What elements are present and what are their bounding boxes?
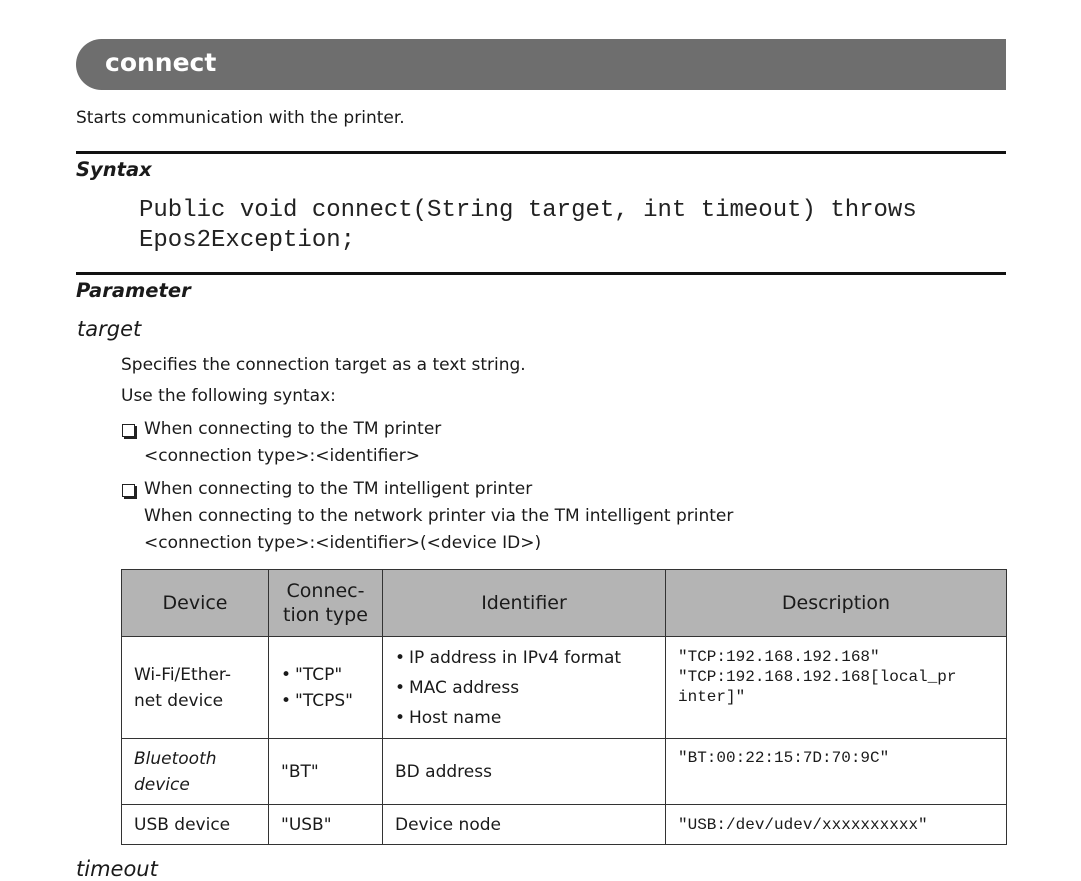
- identifier-cell: [383, 637, 666, 739]
- column-header: Identifier: [383, 570, 666, 637]
- param-description: Use the following syntax:: [121, 386, 336, 406]
- description-code: "BT:00:22:15:7D:70:9C": [678, 749, 890, 767]
- list-item-line: When connecting to the network printer via the TM intelligent printer: [144, 506, 734, 526]
- list-item-title: When connecting to the TM intelligent printer: [144, 479, 533, 499]
- device-cell: Wi-Fi/Ether- net device: [122, 637, 269, 739]
- table-header-row: [122, 570, 1007, 637]
- description-cell: [666, 805, 1007, 845]
- page-title: connect: [105, 48, 217, 77]
- checkbox-bullet-icon: [122, 484, 135, 497]
- column-header: Connec- tion type: [269, 570, 383, 637]
- intro-text: Starts communication with the printer.: [76, 108, 405, 128]
- list-item: • "TCPS": [295, 688, 370, 714]
- description-code: "USB:/dev/udev/xxxxxxxxxx": [678, 815, 928, 834]
- code-line: Public void connect(String target, int timeout) throws: [139, 197, 917, 224]
- divider: [76, 272, 1006, 275]
- list-item: • MAC address: [409, 673, 653, 703]
- identifier-cell: Device node: [383, 805, 666, 845]
- connection-table: [121, 569, 1007, 845]
- list-item: • IP address in IPv4 format: [409, 643, 653, 673]
- column-header: Device: [122, 570, 269, 637]
- list-item-title: When connecting to the TM printer: [144, 419, 442, 439]
- type-cell: "BT": [269, 739, 383, 805]
- type-cell: "USB": [269, 805, 383, 845]
- syntax-code: [139, 196, 917, 256]
- parameter-heading: Parameter: [76, 279, 191, 302]
- param-name: target: [77, 317, 142, 341]
- type-cell: [269, 637, 383, 739]
- description-code: "TCP:192.168.192.168" "TCP:192.168.192.168[local_pr inter]": [678, 648, 957, 706]
- table-row: [122, 637, 1007, 739]
- syntax-heading: Syntax: [76, 158, 152, 181]
- device-cell: Bluetooth device: [122, 739, 269, 805]
- description-cell: [666, 739, 1007, 805]
- checkbox-bullet-icon: [122, 424, 135, 437]
- param-description: Specifies the connection target as a text string.: [121, 355, 526, 375]
- list-item-line: <connection type>:<identifier>(<device ID>): [144, 533, 542, 553]
- next-param-name: timeout: [76, 857, 158, 881]
- divider: [76, 151, 1006, 154]
- list-item-line: <connection type>:<identifier>: [144, 446, 421, 466]
- list-item: • "TCP": [295, 662, 370, 688]
- column-header: Description: [666, 570, 1007, 637]
- title-banner: [76, 39, 1006, 90]
- table-row: [122, 805, 1007, 845]
- list-item: • Host name: [409, 703, 653, 733]
- code-line: Epos2Exception;: [139, 227, 356, 254]
- identifier-cell: BD address: [383, 739, 666, 805]
- description-cell: [666, 637, 1007, 739]
- device-cell: USB device: [122, 805, 269, 845]
- table-row: [122, 739, 1007, 805]
